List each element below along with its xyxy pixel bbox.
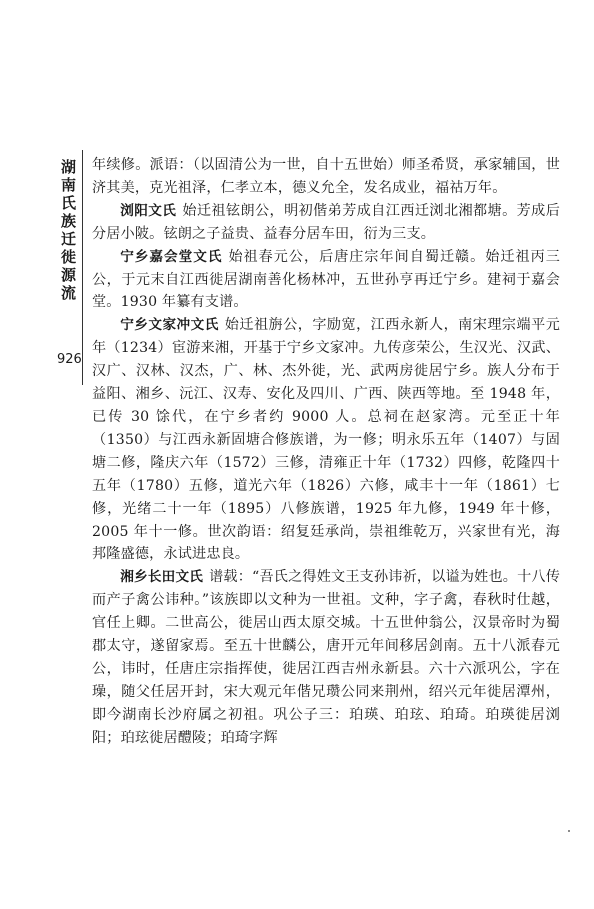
paragraph-text: 年续修。派语：（以固清公为一世，自十五世始）师圣希贤，承家辅国，世济其美，克光祖泽，仁孝立本，德义允全，发名成业，福祜万年。 — [92, 157, 560, 196]
paragraph-continuation — [92, 154, 560, 200]
scan-speck — [568, 830, 570, 832]
page-number: 926 — [57, 352, 82, 367]
paragraph-text: 谱载：“吾氏之得姓文王支孙讳祈，以谥为姓也。十八传而产子禽公讳种。”该族即以文种为一世祖。文种，字子禽，春秋时仕越，官任上卿。二世高公，徙居山西太原交城。十五世仲翁公，汉景帝时为蜀郡太守，遂留家焉。至五十世麟公，唐开元年间移居剑南。五十八派春元公，讳时，任唐庄宗指挥使，徙居江西吉州永新县。六十六派巩公，字在璪，随父任居开封，宋大观元年偕兄瓒公同来荆州，绍兴元年徙居潭州，即今湖南长沙府属之初祖。巩公子三：珀瑛、珀玹、珀琦。珀瑛徙居浏阳；珀玹徙居醴陵；珀琦字辉 — [92, 569, 561, 746]
paragraph-text: 始迁祖旃公，字励宽，江西永新人，南宋理宗端平元年（1234）宦游来湘，开基于宁乡文家冲。九传彦荣公，生汉光、汉武、汉广、汉林、汉杰，广、林、杰外徙，光、武两房徙居宁乡。族人分布于益阳、湘乡、沅江、汉寿、安化及四川、广西、陕西等地。至 1948 年，已传 30 馀代，在宁乡者约 9000 人。总祠在赵家湾。元至正十年（1350）与江西永新固塘合修族谱，为一修；明永乐五年（1407）与固塘二修，隆庆六年（1572）三修，清雍正十年（1732）四修，乾隆四十五年（1780）五修，道光六年（1826）六修，咸丰十一年（1861）七修，光绪二十一年（1895）八修族谱，1925 年九修，1949 年十修，2005 年十一修。世次韵语：绍复廷承尚，崇祖维乾万，兴家世有光，海邦隆盛德，永试进忠良。 — [92, 317, 560, 563]
paragraph-ningxiang-wenjiachong — [92, 314, 560, 566]
paragraph-xiangxiang-changtian — [92, 566, 560, 749]
paragraph-text: 始迁祖铉朗公，明初偕弟芳成自江西迁浏北湘都塘。芳成后分居小陂。铉朗之子益贵、益春分居车田，衍为三支。 — [92, 202, 560, 242]
paragraph-heading: 湘乡长田文氏 — [120, 569, 204, 586]
paragraph-text: 始祖春元公，后唐庄宗年间自蜀迁赣。始迁祖丙三公，于元末自江西徙居湖南善化杨林冲，五世孙亨再迁宁乡。建祠于嘉会堂。1930 年纂有支谱。 — [92, 248, 560, 311]
paragraph-heading: 宁乡文家冲文氏 — [120, 317, 219, 334]
margin-rule — [82, 150, 83, 385]
paragraph-liuyang-wen — [92, 200, 560, 246]
paragraph-ningxiang-jiahuitang — [92, 246, 560, 315]
paragraph-heading: 浏阳文氏 — [120, 202, 177, 219]
paragraph-heading: 宁乡嘉会堂文氏 — [120, 248, 223, 265]
body-text — [92, 154, 560, 750]
running-title: 湖南氏族迁徙源流 — [61, 158, 77, 302]
